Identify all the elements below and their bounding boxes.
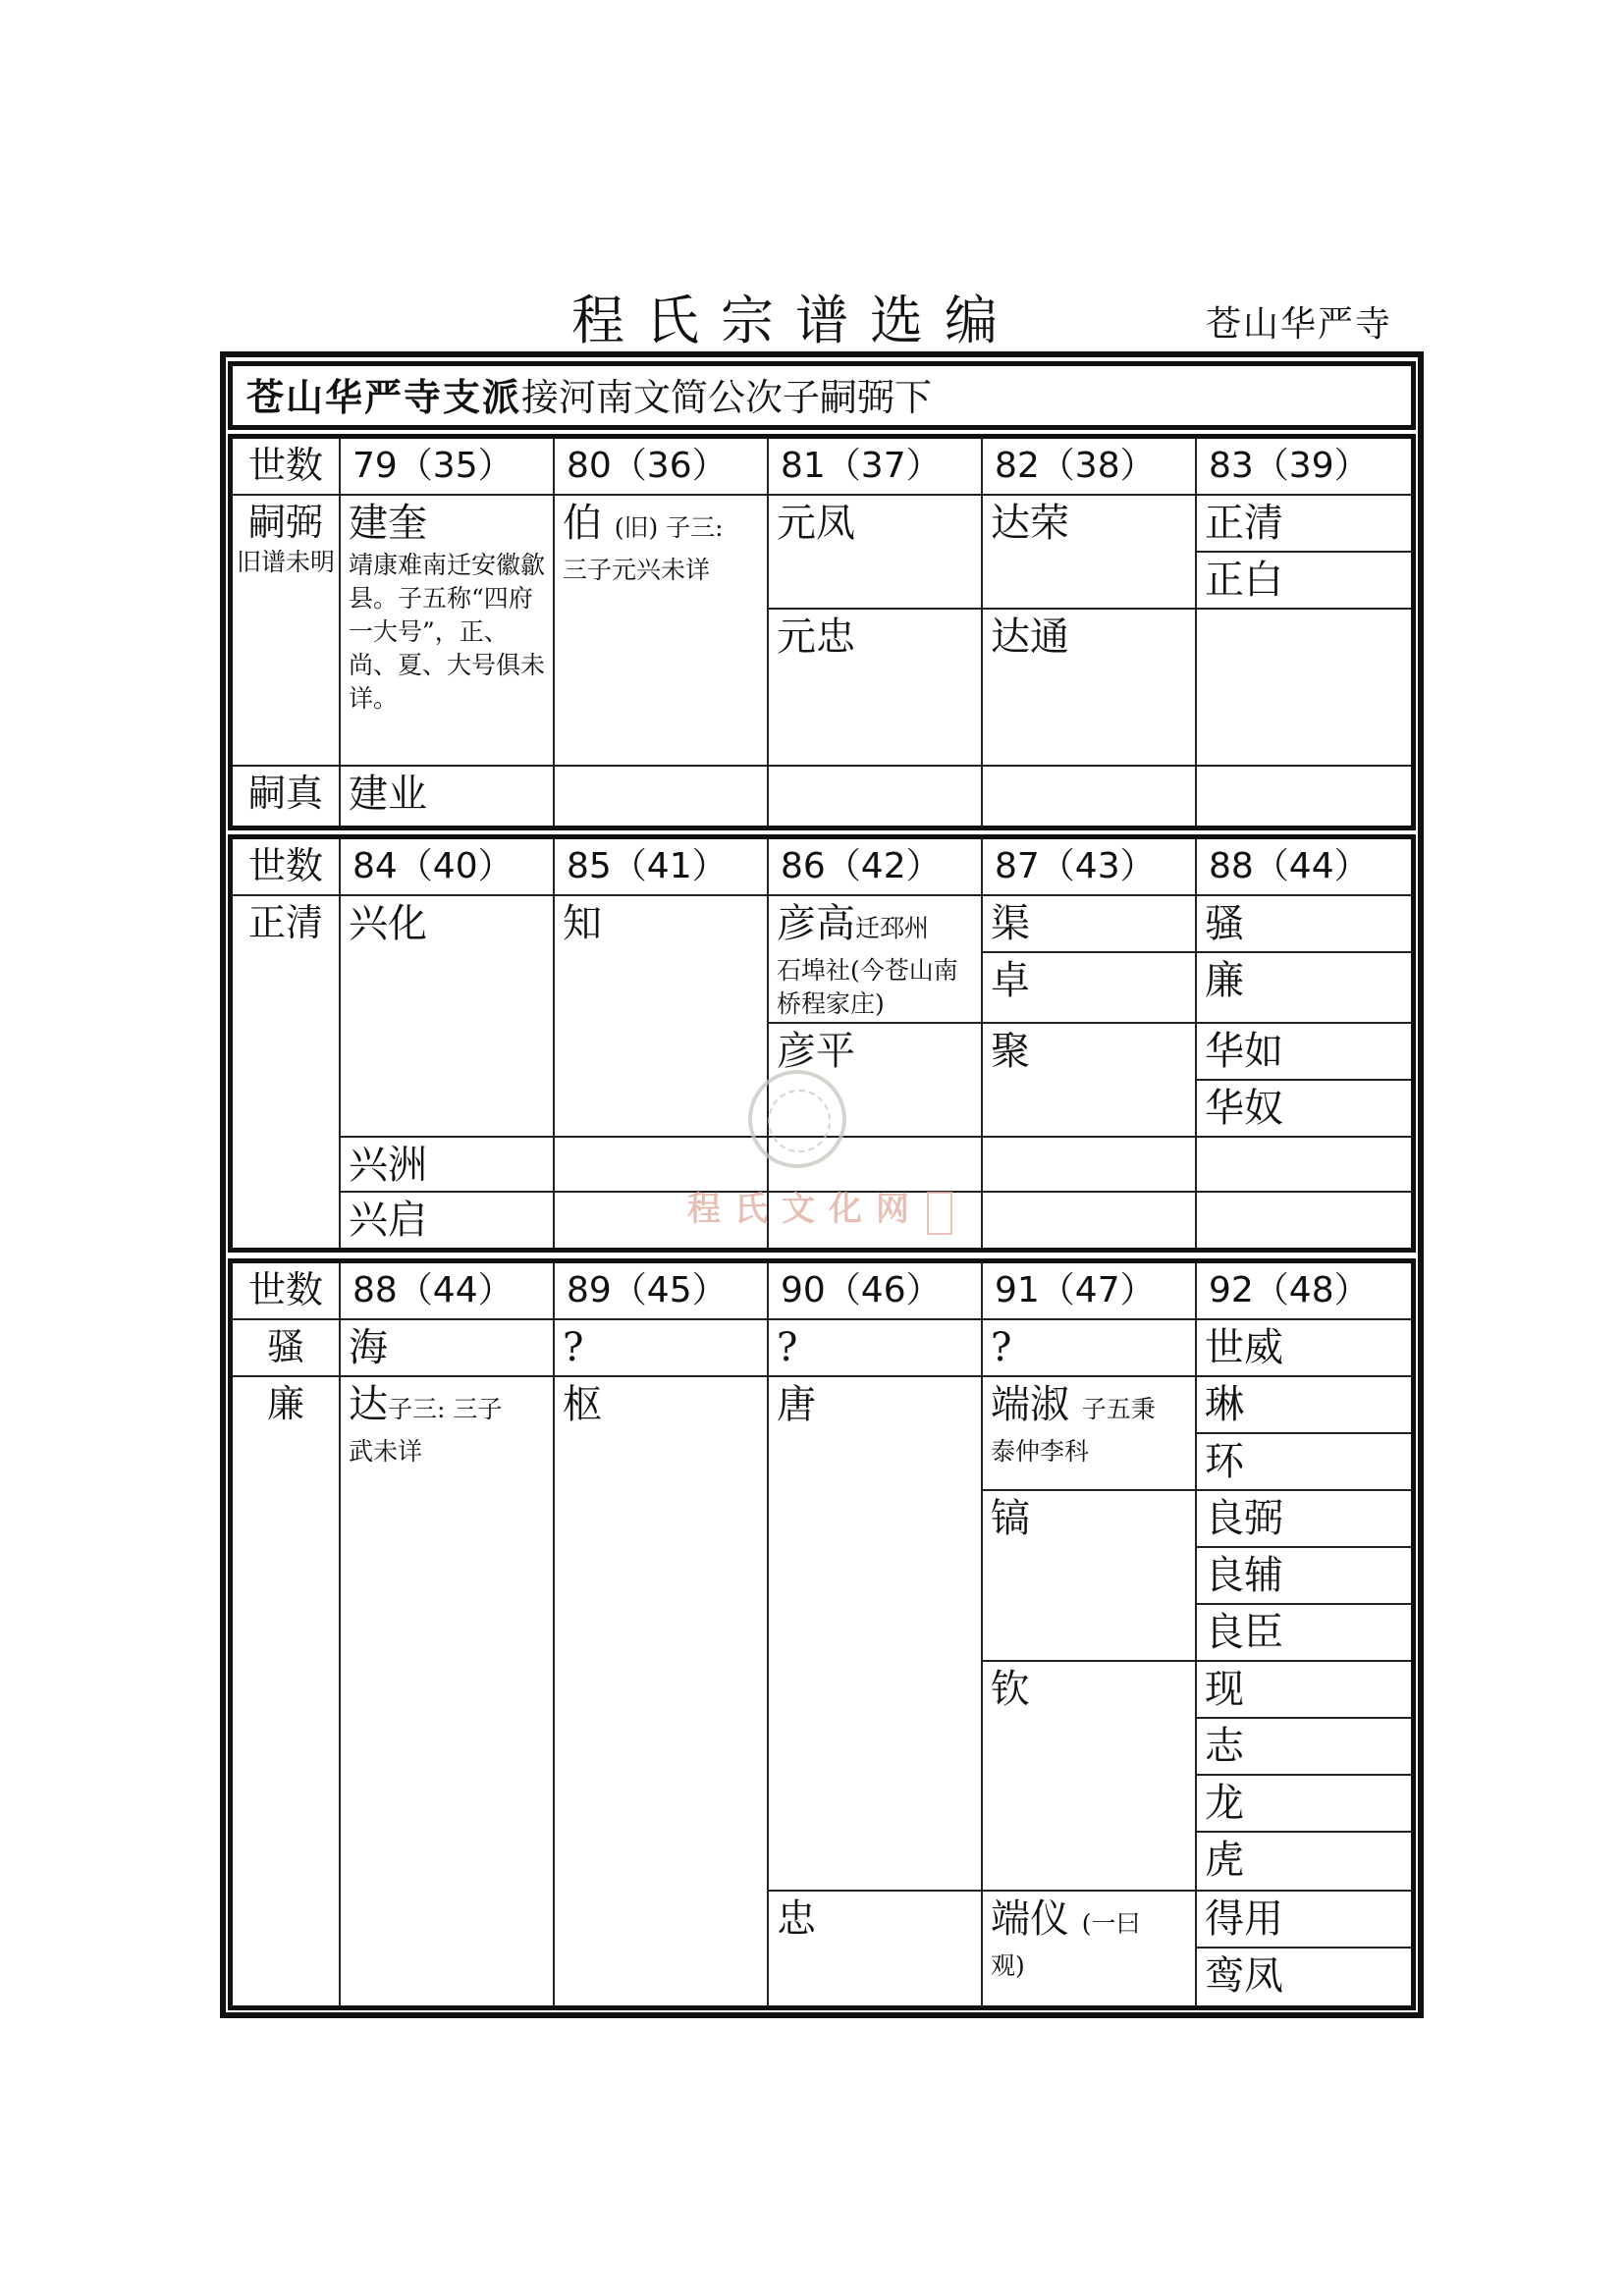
person-cell (983, 1892, 1197, 2005)
person-note: 三子元兴未详 (563, 556, 711, 584)
empty-cell (1197, 767, 1411, 826)
person-name: 现 (1197, 1662, 1411, 1719)
person-cell (769, 896, 983, 1024)
empty-cell (983, 1138, 1197, 1193)
person-name: 琳 (1197, 1377, 1411, 1434)
person-cell (341, 1377, 555, 2005)
genealogy-table-1 (228, 434, 1416, 830)
generation-col-88: 88（44） (341, 1263, 555, 1320)
person-name: 钦 (983, 1662, 1197, 1892)
branch-note: 接河南文简公次子嗣弼下 (521, 376, 933, 419)
watermark-text: 程氏文化网 (687, 1190, 923, 1229)
person-name: ? (555, 1320, 769, 1377)
person-name: 正白 (1197, 553, 1411, 610)
person-note-inline: 迁邳州 (855, 914, 930, 942)
watermark-stamp-icon (927, 1192, 952, 1235)
empty-cell (1197, 1193, 1411, 1248)
person-name: 良臣 (1197, 1605, 1411, 1662)
person-name: 知 (555, 896, 769, 1138)
empty-cell (769, 767, 983, 826)
empty-cell (555, 1138, 769, 1193)
empty-cell (983, 767, 1197, 826)
person-name: 良弼 (1197, 1491, 1411, 1548)
person-name: 彦高 (777, 901, 855, 946)
person-note-inline: (一曰 (1081, 1909, 1141, 1938)
person-name: 达通 (983, 610, 1197, 767)
person-note: 观) (991, 1951, 1025, 1980)
person-name: 世威 (1197, 1320, 1411, 1377)
person-name: 端仪 (991, 1896, 1069, 1942)
branch-name: 苍山华严寺支派 (246, 375, 522, 419)
person-note: 石埠社(今苍山南桥程家庄) (777, 956, 958, 1018)
generation-col-84: 84（40） (341, 839, 555, 896)
generation-col-79: 79（35） (341, 439, 555, 496)
person-cell (983, 1377, 1197, 1491)
person-note-inline: 子五秉 (1081, 1395, 1156, 1423)
page-subtitle: 苍山华严寺 (1206, 304, 1393, 345)
person-name: 廉 (1197, 953, 1411, 1024)
person-name: 忠 (769, 1892, 983, 2005)
genealogy-table-3 (228, 1258, 1416, 2010)
person-cell (341, 496, 555, 767)
generation-col-83: 83（39） (1197, 439, 1411, 496)
row-label-text: 嗣弼 (247, 501, 323, 544)
person-name: 兴洲 (341, 1138, 555, 1193)
generation-col-90: 90（46） (769, 1263, 983, 1320)
generation-col-87: 87（43） (983, 839, 1197, 896)
person-name: 良辅 (1197, 1548, 1411, 1605)
person-name: 建奎 (349, 501, 427, 546)
person-name: 骚 (1197, 896, 1411, 953)
person-name: 海 (341, 1320, 555, 1377)
person-name: 虎 (1197, 1833, 1411, 1892)
person-name: 彦平 (769, 1024, 983, 1138)
person-name: 枢 (555, 1377, 769, 2005)
person-name: 达荣 (983, 496, 1197, 610)
person-name: 达 (349, 1382, 388, 1427)
row-label-lian: 廉 (233, 1377, 341, 2005)
person-cell (555, 496, 769, 767)
generation-col-89: 89（45） (555, 1263, 769, 1320)
empty-cell (1197, 610, 1411, 767)
watermark-seal-icon (748, 1070, 846, 1168)
person-name: 兴启 (341, 1193, 555, 1248)
generation-col-88: 88（44） (1197, 839, 1411, 896)
person-name: 元忠 (769, 610, 983, 767)
person-note: 靖康难南迁安徽歙县。子五称“四府一大号”，正、尚、夏、大号俱未详。 (349, 551, 546, 713)
person-name: 华奴 (1197, 1081, 1411, 1138)
generation-col-80: 80（36） (555, 439, 769, 496)
person-name: 环 (1197, 1434, 1411, 1491)
person-note: 泰仲李科 (991, 1437, 1090, 1466)
person-name: 元凤 (769, 496, 983, 610)
person-note-inline: 子三: 三子 (388, 1395, 503, 1423)
row-label-sibi (233, 496, 341, 767)
generation-col-82: 82（38） (983, 439, 1197, 496)
person-name: 龙 (1197, 1776, 1411, 1833)
empty-cell (555, 767, 769, 826)
generation-header-label: 世数 (233, 1263, 341, 1320)
person-name: 聚 (983, 1024, 1197, 1138)
person-name: 正清 (1197, 496, 1411, 553)
generation-col-85: 85（41） (555, 839, 769, 896)
person-name: 镐 (983, 1491, 1197, 1662)
row-label-zhengqing: 正清 (233, 896, 341, 1248)
person-name: ? (983, 1320, 1197, 1377)
person-name: 端淑 (991, 1382, 1069, 1427)
row-label-note: 旧谱未明 (236, 548, 335, 576)
person-name: 鸾凤 (1205, 1953, 1283, 1999)
person-note: 武未详 (349, 1437, 423, 1466)
empty-cell (1197, 1138, 1411, 1193)
generation-header-label: 世数 (233, 839, 341, 896)
row-label-sizhen: 嗣真 (233, 767, 341, 826)
person-name: ? (769, 1320, 983, 1377)
generation-col-86: 86（42） (769, 839, 983, 896)
generation-header-label: 世数 (233, 439, 341, 496)
generation-col-91: 91（47） (983, 1263, 1197, 1320)
generation-col-81: 81（37） (769, 439, 983, 496)
person-note-inline: (旧) 子三: (614, 513, 724, 542)
person-name: 兴化 (341, 896, 555, 1138)
person-name: 渠 (983, 896, 1197, 953)
row-label-sao: 骚 (233, 1320, 341, 1377)
page-title: 程氏宗谱选编 (571, 290, 1019, 351)
person-name: 唐 (769, 1377, 983, 1892)
person-name: 伯 (563, 501, 602, 546)
person-name: 得用 (1197, 1892, 1411, 1949)
person-name: 建业 (341, 767, 555, 826)
person-name: 志 (1197, 1719, 1411, 1776)
generation-col-92: 92（48） (1197, 1263, 1411, 1320)
person-name: 卓 (983, 953, 1197, 1024)
empty-cell (983, 1193, 1197, 1248)
branch-header (228, 361, 1416, 430)
person-name: 华如 (1197, 1024, 1411, 1081)
